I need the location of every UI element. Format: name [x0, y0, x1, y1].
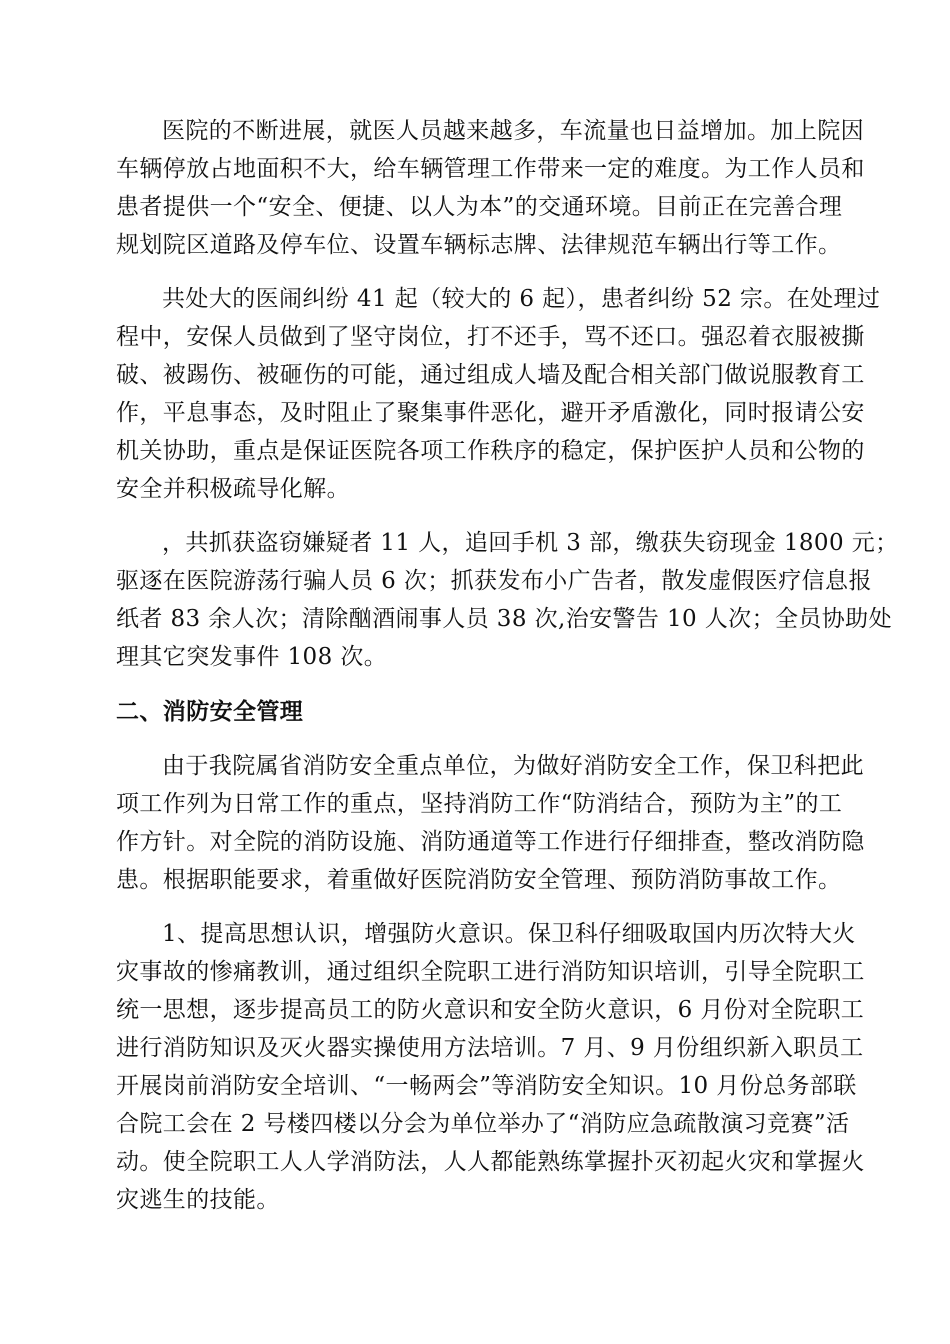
text-line: 机关协助，重点是保证医院各项工作秩序的稳定，保护医护人员和公物的 — [116, 438, 865, 464]
text-line: 动。使全院职工人人学消防法，人人都能熟练掌握扑灭初起火灾和掌握火 — [116, 1149, 865, 1175]
text-line: 破、被踢伤、被砸伤的可能，通过组成人墙及配合相关部门做说服教育工 — [116, 362, 865, 388]
text-line: 项工作列为日常工作的重点，坚持消防工作“防消结合，预防为主”的工 — [116, 791, 843, 817]
text-line: 作，平息事态，及时阻止了聚集事件恶化，避开矛盾激化，同时报请公安 — [116, 400, 865, 426]
text-line: 进行消防知识及灭火器实操使用方法培训。7 月、9 月份组织新入职员工 — [116, 1035, 864, 1061]
text-line: 灾事故的惨痛教训，通过组织全院职工进行消防知识培训，引导全院职工 — [116, 959, 865, 985]
text-line: 纸者 83 余人次；清除酗酒闹事人员 38 次,治安警告 10 人次；全员协助处 — [116, 606, 892, 632]
text-line: 统一思想，逐步提高员工的防火意识和安全防火意识，6 月份对全院职工 — [116, 997, 865, 1023]
text-line: 由于我院属省消防安全重点单位，为做好消防安全工作，保卫科把此 — [162, 753, 864, 779]
text-line: 医院的不断进展，就医人员越来越多，车流量也日益增加。加上院因 — [162, 118, 864, 144]
text-line: 患。根据职能要求，着重做好医院消防安全管理、预防消防事故工作。 — [116, 867, 842, 893]
text-line: 规划院区道路及停车位、设置车辆标志牌、法律规范车辆出行等工作。 — [116, 232, 842, 258]
text-line: 驱逐在医院游荡行骗人员 6 次；抓获发布小广告者，散发虚假医疗信息报 — [116, 568, 872, 594]
text-line: 作方针。对全院的消防设施、消防通道等工作进行仔细排查，整改消防隐 — [116, 829, 865, 855]
text-line: 1、提高思想认识，增强防火意识。保卫科仔细吸取国内历次特大火 — [162, 921, 856, 947]
text-line: 程中，安保人员做到了坚守岗位，打不还手，骂不还口。强忍着衣服被撕 — [116, 324, 865, 350]
text-line: 理其它突发事件 108 次。 — [116, 644, 388, 670]
section-heading: 二、消防安全管理 — [116, 699, 304, 725]
text-line: 开展岗前消防安全培训、“一畅两会”等消防安全知识。10 月份总务部联 — [116, 1073, 857, 1099]
text-line: ，共抓获盗窃嫌疑者 11 人，追回手机 3 部，缴获失窃现金 1800 元； — [162, 530, 899, 556]
text-line: 安全并积极疏导化解。 — [116, 476, 350, 502]
text-line: 患者提供一个“安全、便捷、以人为本”的交通环境。目前正在完善合理 — [116, 194, 843, 220]
text-line: 合院工会在 2 号楼四楼以分会为单位举办了“消防应急疏散演习竞赛”活 — [116, 1111, 850, 1137]
text-line: 灾逃生的技能。 — [116, 1187, 280, 1213]
text-line: 车辆停放占地面积不大，给车辆管理工作带来一定的难度。为工作人员和 — [116, 156, 865, 182]
text-line: 共处大的医闹纠纷 41 起（较大的 6 起），患者纠纷 52 宗。在处理过 — [162, 286, 881, 312]
